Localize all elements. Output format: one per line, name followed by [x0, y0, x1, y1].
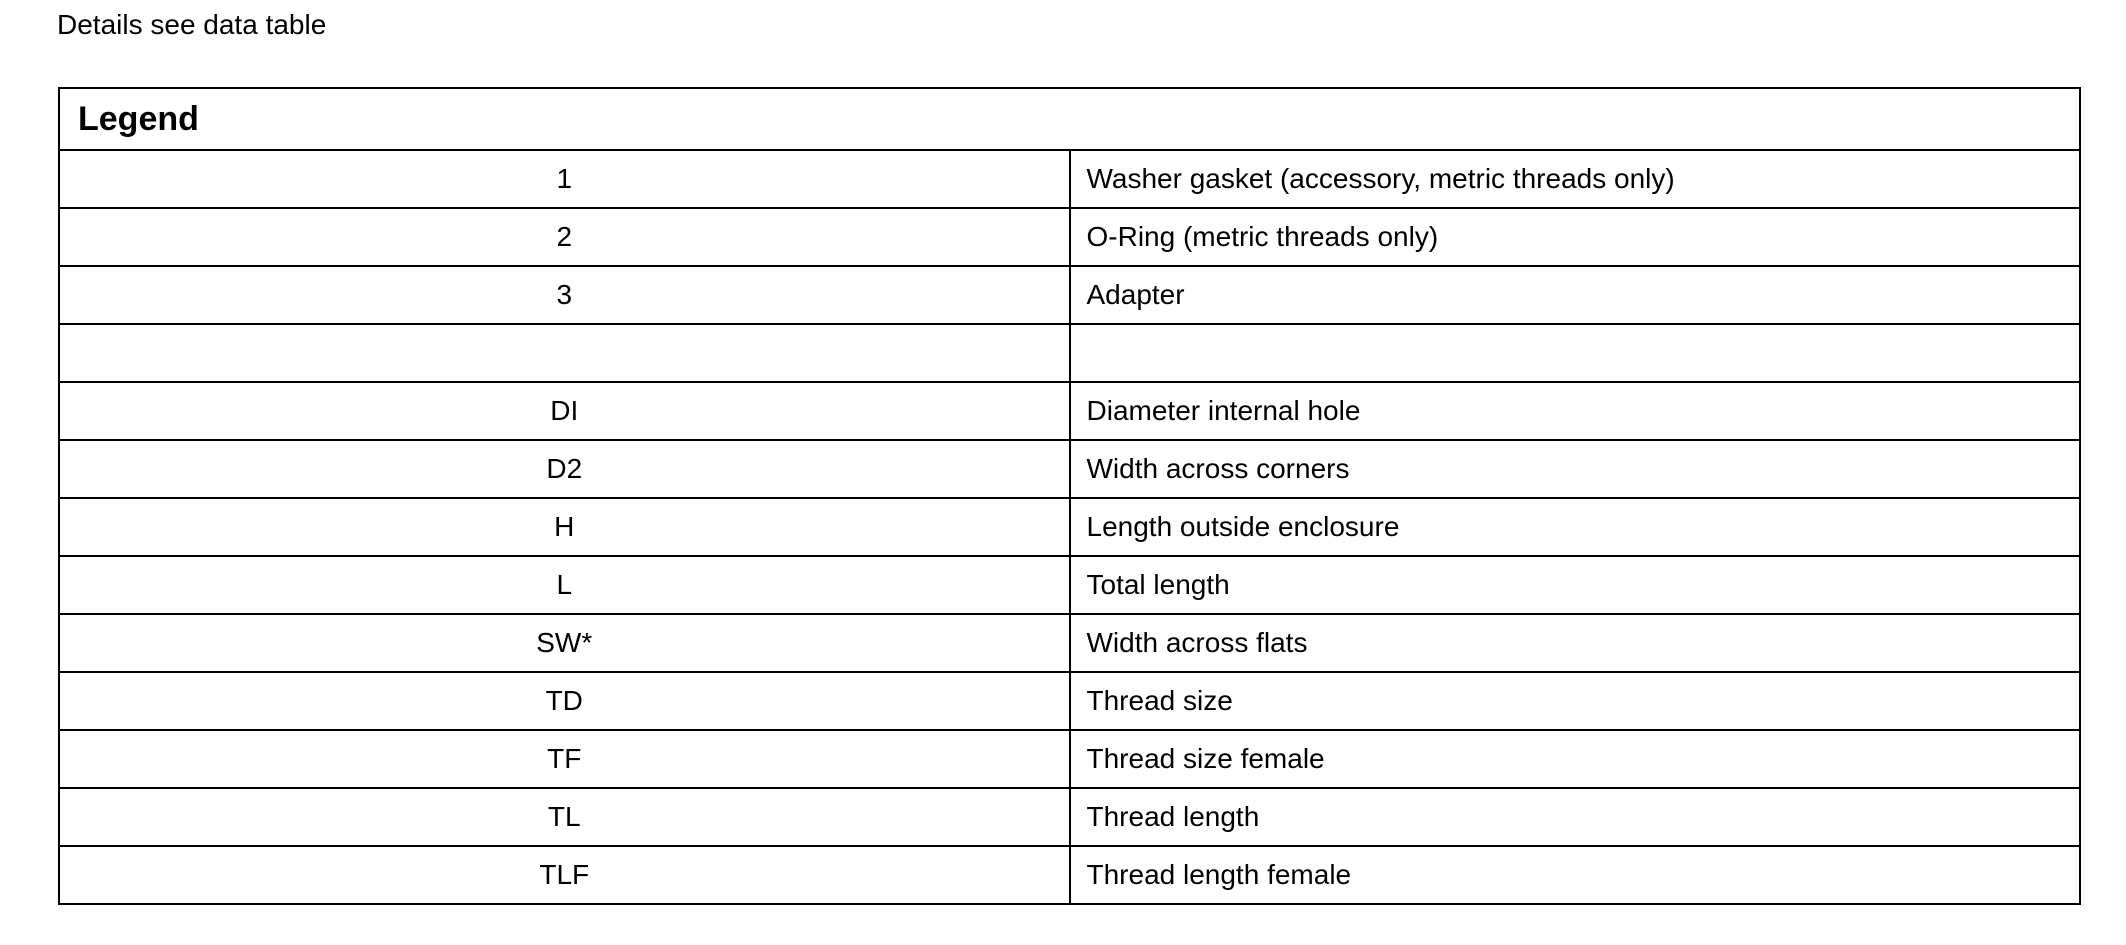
- legend-description: Thread size: [1070, 672, 2081, 730]
- legend-description: Width across corners: [1070, 440, 2081, 498]
- intro-note: Details see data table: [57, 9, 327, 40]
- table-row: [59, 614, 2080, 672]
- legend-key: TL: [59, 788, 1070, 846]
- legend-title: Legend: [59, 88, 2080, 150]
- legend-description: Washer gasket (accessory, metric threads only): [1070, 150, 2081, 208]
- legend-description: Total length: [1070, 556, 2081, 614]
- table-row: [59, 150, 2080, 208]
- legend-key: TLF: [59, 846, 1070, 904]
- legend-description: O-Ring (metric threads only): [1070, 208, 2081, 266]
- table-row: [59, 730, 2080, 788]
- table-row: [59, 266, 2080, 324]
- legend-key: D2: [59, 440, 1070, 498]
- table-row-empty: [59, 324, 2080, 382]
- table-row: [59, 498, 2080, 556]
- table-row: [59, 208, 2080, 266]
- legend-key: 1: [59, 150, 1070, 208]
- legend-description: Thread length: [1070, 788, 2081, 846]
- legend-key: L: [59, 556, 1070, 614]
- legend-key: TF: [59, 730, 1070, 788]
- table-row: [59, 556, 2080, 614]
- table-row: [59, 846, 2080, 904]
- legend-description: Length outside enclosure: [1070, 498, 2081, 556]
- legend-key: [59, 324, 1070, 382]
- legend-key: DI: [59, 382, 1070, 440]
- legend-description: Width across flats: [1070, 614, 2081, 672]
- legend-key: H: [59, 498, 1070, 556]
- table-row: [59, 382, 2080, 440]
- table-row: [59, 672, 2080, 730]
- legend-description: Adapter: [1070, 266, 2081, 324]
- legend-key: 3: [59, 266, 1070, 324]
- legend-table: [58, 87, 2081, 905]
- legend-key: 2: [59, 208, 1070, 266]
- legend-key: SW*: [59, 614, 1070, 672]
- legend-header-row: [59, 88, 2080, 150]
- legend-description: Diameter internal hole: [1070, 382, 2081, 440]
- legend-description: Thread size female: [1070, 730, 2081, 788]
- legend-description: Thread length female: [1070, 846, 2081, 904]
- legend-key: TD: [59, 672, 1070, 730]
- table-row: [59, 788, 2080, 846]
- legend-table-body: [59, 88, 2080, 904]
- legend-description: [1070, 324, 2081, 382]
- table-row: [59, 440, 2080, 498]
